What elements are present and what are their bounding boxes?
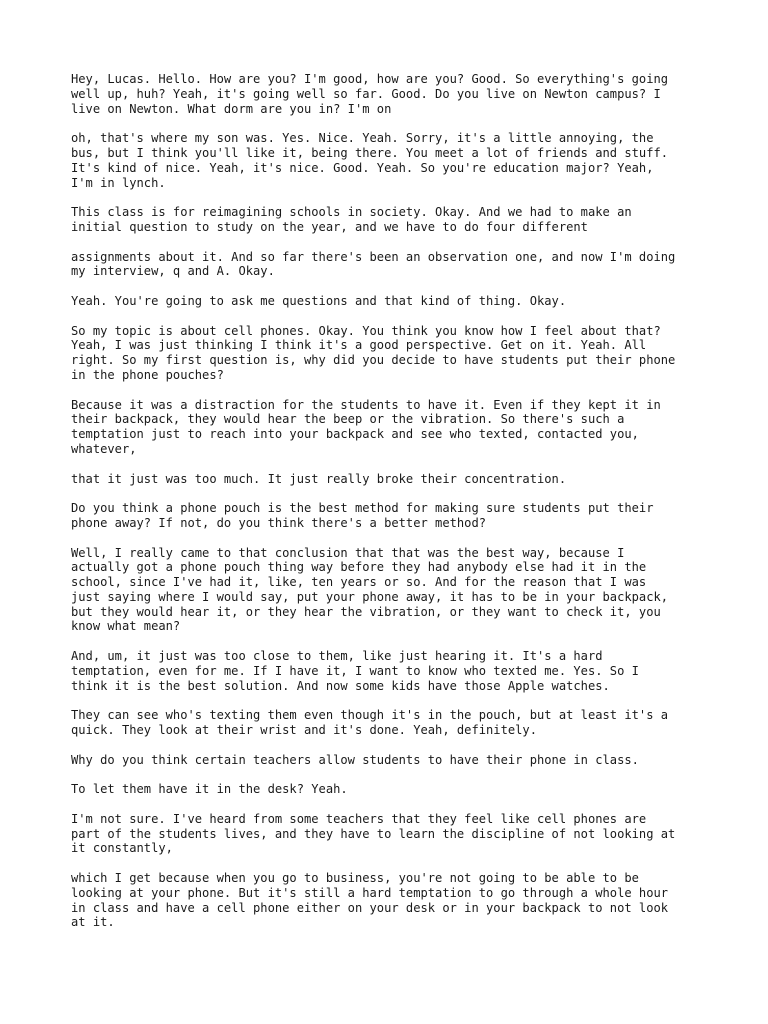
transcript-document — [71, 72, 701, 945]
transcript-paragraph: Yeah. You're going to ask me questions and that kind of thing. Okay. — [71, 293, 567, 308]
transcript-paragraph: To let them have it in the desk? Yeah. — [71, 782, 348, 797]
transcript-paragraph: Because it was a distraction for the students to have it. Even if they kept it in their backpack, they would hear the beep or the vibration. So there's such a temptation just to reach into your backpack and see who texted, contacted you, whatever, — [71, 397, 661, 456]
transcript-paragraph: that it just was too much. It just really broke their concentration. — [71, 471, 567, 486]
transcript-paragraph: Why do you think certain teachers allow students to have their phone in class. — [71, 752, 639, 767]
transcript-paragraph: which I get because when you go to business, you're not going to be able to be looking at your phone. But it's still a hard temptation to go through a whole hour in class and have a cell phone either on your desk or in your backpack to not look at it. — [71, 871, 669, 930]
transcript-paragraph: assignments about it. And so far there's been an observation one, and now I'm doing my interview, q and A. Okay. — [71, 249, 676, 279]
transcript-paragraph: Do you think a phone pouch is the best method for making sure students put their phone away? If not, do you think there's a better method? — [71, 501, 654, 530]
transcript-paragraph: They can see who's texting them even though it's in the pouch, but at least it's a quick. They look at their wrist and it's done. Yeah, definitely. — [71, 708, 669, 738]
transcript-paragraph: I'm not sure. I've heard from some teachers that they feel like cell phones are part of the students lives, and they have to learn the discipline of not looking at it constantly, — [71, 811, 676, 856]
transcript-paragraph: And, um, it just was too close to them, like just hearing it. It's a hard temptation, even for me. If I have it, I want to know who texted me. Yes. So I think it is the best solution. And now some kids have those Apple watches. — [71, 649, 639, 693]
transcript-paragraph: Hey, Lucas. Hello. How are you? I'm good, how are you? Good. So everything's going well up, huh? Yeah, it's going well so far. Good. Do you live on Newton campus? I live on Newton. What dorm are you in? I'm on — [71, 72, 669, 116]
transcript-paragraph: So my topic is about cell phones. Okay. You think you know how I feel about that? Yeah, I was just thinking I think it's a good perspective. Get on it. Yeah. All right. So my first question is, why did you decide to have students put their phone in the phone pouches? — [71, 323, 676, 382]
transcript-paragraph: This class is for reimagining schools in society. Okay. And we had to make an initial question to study on the year, and we have to do four different — [71, 205, 632, 234]
transcript-paragraph: Well, I really came to that conclusion that that was the best way, because I actually got a phone pouch thing way before they had anybody else had it in the school, since I've had it, like, ten years or so. And for the reason that I was just saying where I would say, put your phone away, it has to be in your backpack, but they would hear it, or they hear the vibration, or they want to check it, you know what mean? — [71, 545, 669, 634]
transcript-paragraph: oh, that's where my son was. Yes. Nice. Yeah. Sorry, it's a little annoying, the bus, but I think you'll like it, being there. You meet a lot of friends and stuff. It's kind of nice. Yeah, it's nice. Good. Yeah. So you're education major? Yeah, I'm in lynch. — [71, 131, 669, 190]
